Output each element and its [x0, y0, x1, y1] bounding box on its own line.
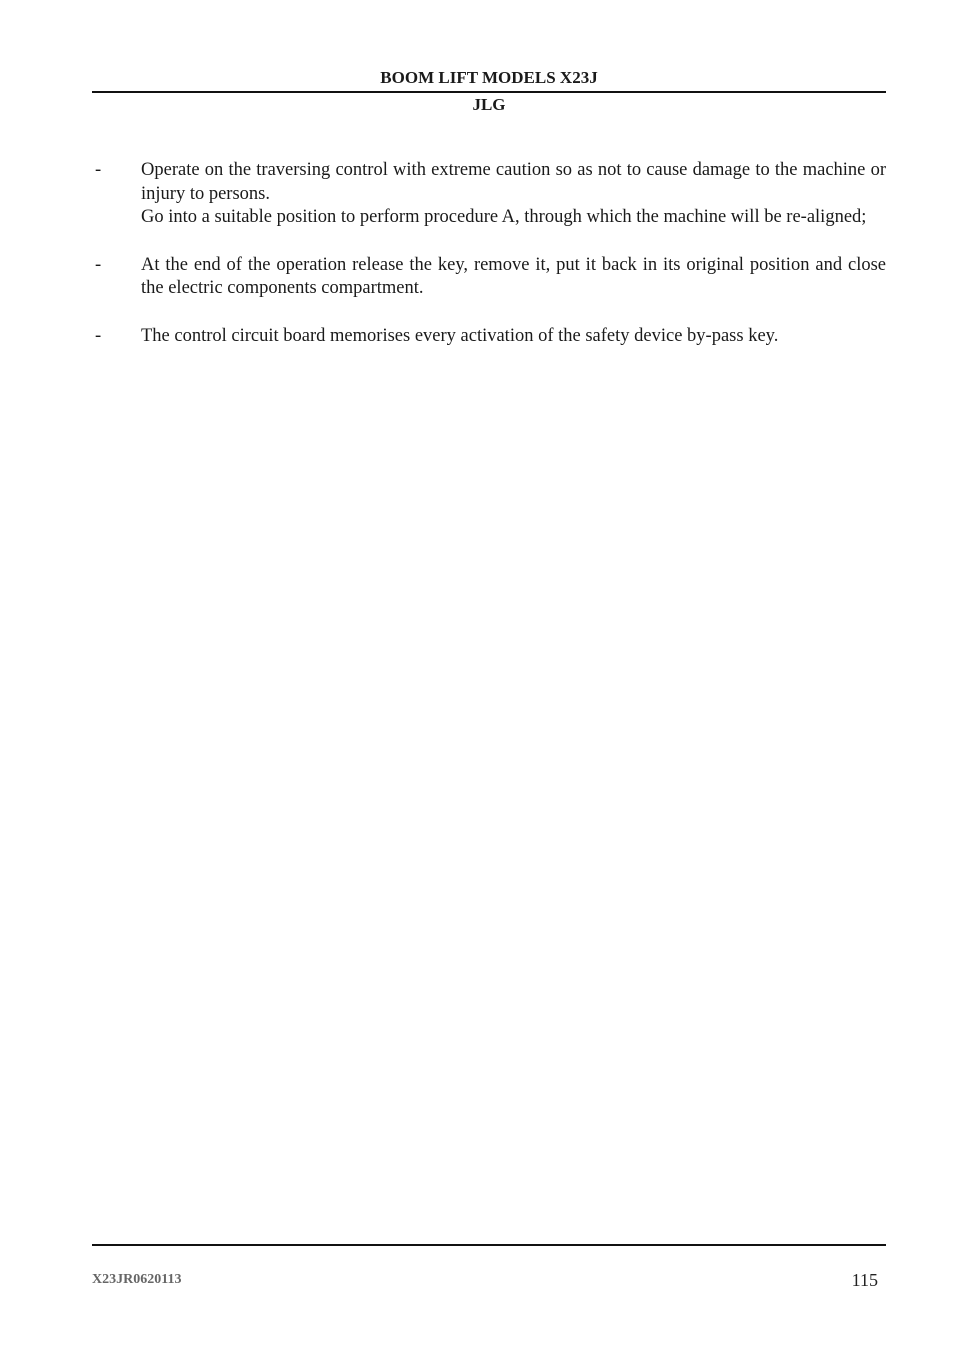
list-item-text: The control circuit board memorises every activation of the safety device by-pass key.	[141, 325, 779, 346]
list-item-text: Operate on the traversing control with extreme caution so as not to cause damage to the machine or injury to persons.	[141, 160, 886, 204]
list-item-text: Go into a suitable position to perform procedure A, through which the machine will be re-aligned;	[141, 207, 867, 227]
list-marker: -	[95, 160, 102, 180]
header-divider	[92, 91, 886, 93]
document-title: BOOM LIFT MODELS X23J	[380, 68, 598, 87]
list-item-text: At the end of the operation release the key, remove it, put it back in its original position and close the electric components compartment.	[141, 254, 886, 298]
list-item	[92, 254, 886, 301]
page-number: 115	[851, 1270, 878, 1290]
list-marker: -	[95, 254, 102, 275]
brand-name: JLG	[472, 95, 506, 114]
page-body	[92, 159, 886, 372]
footer-divider	[92, 1244, 886, 1246]
document-code: X23JR0620113	[92, 1272, 182, 1287]
list-item	[92, 325, 886, 349]
list-marker: -	[95, 325, 102, 346]
list-item	[92, 159, 886, 230]
